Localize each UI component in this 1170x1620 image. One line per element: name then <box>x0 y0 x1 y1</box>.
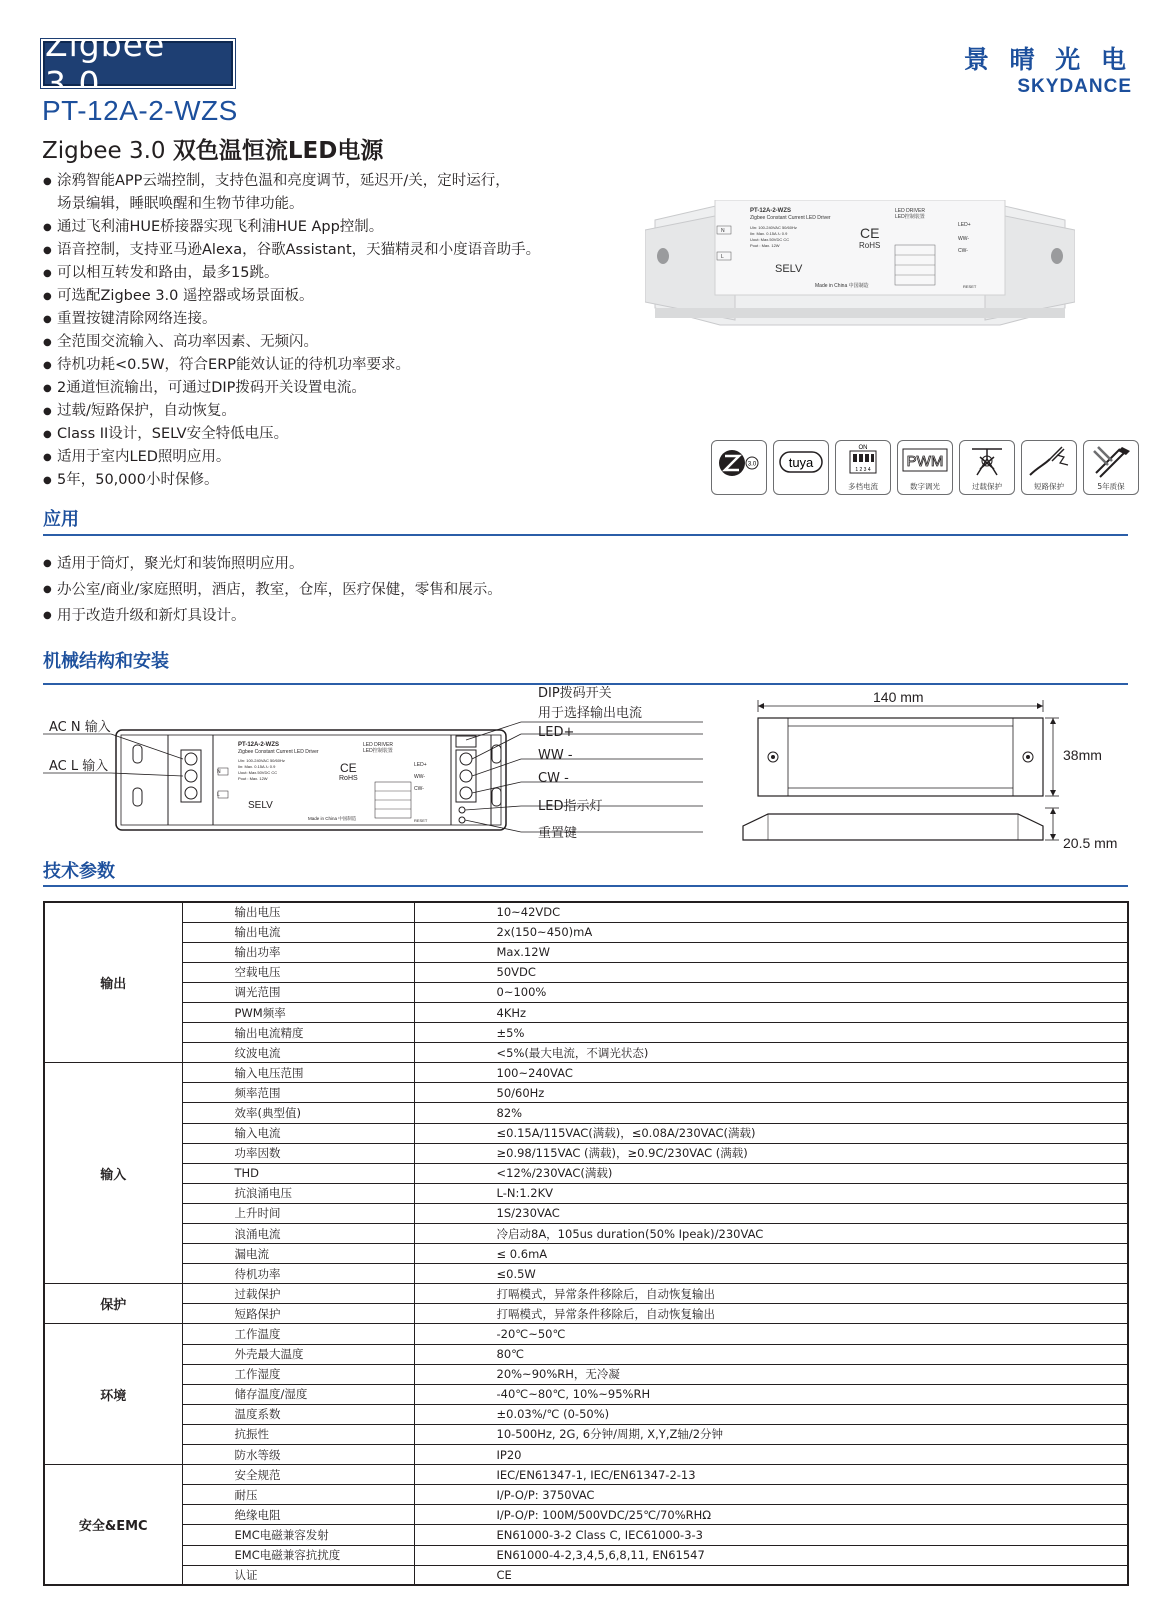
spec-item: 功率因数 <box>182 1143 414 1163</box>
drawing-pout: Pout : Max. 12W <box>238 776 268 781</box>
spec-value: -40℃~80℃, 10%~95%RH <box>414 1384 1128 1404</box>
drawing-model: PT-12A-2-WZS <box>238 742 280 748</box>
photo-selv-mark: SELV <box>775 263 803 275</box>
spec-row <box>44 942 1128 962</box>
spec-value: IEC/EN61347-1, IEC/EN61347-2-13 <box>414 1465 1128 1485</box>
photo-uout-text: Uout: Max.50VDC CC <box>750 237 790 242</box>
feature-item: ● 过载/短路保护，自动恢复。 <box>43 400 583 423</box>
photo-pout-text: Pout : Max. 12W <box>750 243 780 248</box>
drawing-selv: SELV <box>248 800 273 811</box>
feature-item: 场景编辑，睡眠唤醒和生物节律功能。 <box>57 196 304 212</box>
spec-item: PWM频率 <box>182 1002 414 1022</box>
spec-value: <12%/230VAC(满载) <box>414 1163 1128 1183</box>
cw-label: CW - <box>538 771 569 786</box>
spec-row <box>44 1445 1128 1465</box>
photo-rohs-mark: RoHS <box>859 241 881 250</box>
spec-item: 工作湿度 <box>182 1364 414 1384</box>
spec-row <box>44 1023 1128 1043</box>
spec-row <box>44 982 1128 1002</box>
spec-row <box>44 1304 1128 1324</box>
spec-value: L-N:1.2KV <box>414 1183 1128 1203</box>
spec-value: 50VDC <box>414 962 1128 982</box>
spec-value: I/P-O/P: 100M/500VDC/25℃/70%RHΩ <box>414 1505 1128 1525</box>
spec-value: -20℃~50℃ <box>414 1324 1128 1344</box>
spec-group: 环境 <box>44 1324 182 1465</box>
overload-protection-icon <box>959 440 1015 495</box>
tuya-text: tuya <box>788 455 814 470</box>
spec-group: 保护 <box>44 1284 182 1324</box>
feature-item: ● 全范围交流输入、高功率因素、无频闪。 <box>43 331 583 354</box>
spec-row <box>44 1063 1128 1083</box>
spec-item: 工作温度 <box>182 1324 414 1344</box>
spec-row <box>44 902 1128 922</box>
feature-item: ● 通过飞利浦HUE桥接器实现飞利浦HUE App控制。 <box>43 216 583 239</box>
drawing-made-in: Made in China 中国制造 <box>308 816 357 821</box>
spec-item: 抗浪涌电压 <box>182 1183 414 1203</box>
warranty-label: 5年质保 <box>1097 482 1125 491</box>
photo-reset: RESET <box>963 284 977 289</box>
spec-row <box>44 1163 1128 1183</box>
feature-item: ● 涂鸦智能APP云端控制，支持色温和亮度调节，延迟开/关，定时运行， <box>43 170 583 193</box>
brand-name-cn: 景 晴 光 电 <box>963 45 1132 74</box>
spec-table <box>43 901 1129 1586</box>
spec-row <box>44 1465 1128 1485</box>
spec-item: 频率范围 <box>182 1083 414 1103</box>
led-plus-label: LED+ <box>538 725 575 740</box>
spec-value: EN61000-4-2,3,4,5,6,8,11, EN61547 <box>414 1545 1128 1565</box>
photo-type-text: Zigbee Constant Current LED Driver <box>750 215 831 221</box>
spec-item: 待机功率 <box>182 1264 414 1284</box>
spec-value: 10-500Hz, 2G, 6分钟/周期, X,Y,Z轴/2分钟 <box>414 1424 1128 1444</box>
spec-item: EMC电磁兼容发射 <box>182 1525 414 1545</box>
spec-item: 耐压 <box>182 1485 414 1505</box>
feature-list <box>43 170 583 492</box>
ww-label: WW - <box>538 748 573 763</box>
dip-label-1: DIP拨码开关 <box>538 686 612 701</box>
spec-value: ±5% <box>414 1023 1128 1043</box>
spec-item: 防水等级 <box>182 1445 414 1465</box>
spec-group: 输出 <box>44 902 182 1063</box>
spec-value: 50/60Hz <box>414 1083 1128 1103</box>
spec-row <box>44 1183 1128 1203</box>
application-item: ● 办公室/商业/家庭照明，酒店，教室，仓库，医疗保健，零售和展示。 <box>43 577 502 603</box>
spec-row <box>44 1123 1128 1143</box>
spec-value: 冷启动8A，105us duration(50% Ipeak)/230VAC <box>414 1224 1128 1244</box>
length-dimension: 140 mm <box>873 689 924 705</box>
spec-row <box>44 1324 1128 1344</box>
spec-row <box>44 1002 1128 1022</box>
spec-row <box>44 1424 1128 1444</box>
spec-item: 输入电流 <box>182 1123 414 1143</box>
spec-value: ±0.03%/℃ (0-50%) <box>414 1404 1128 1424</box>
spec-item: 安全规范 <box>182 1465 414 1485</box>
spec-row <box>44 1224 1128 1244</box>
protocol-badge: Zigbee 3.0 <box>43 41 233 86</box>
drawing-n: N <box>217 769 221 775</box>
spec-row <box>44 1344 1128 1364</box>
drawing-iin: Iin: Max. 0.15A λ: 0.9 <box>238 764 276 769</box>
warranty-icon <box>1083 440 1139 495</box>
spec-item: 短路保护 <box>182 1304 414 1324</box>
overload-label: 过载保护 <box>972 482 1002 491</box>
spec-row <box>44 1364 1128 1384</box>
photo-n: N <box>721 228 725 234</box>
spec-value: Max.12W <box>414 942 1128 962</box>
spec-row <box>44 1284 1128 1304</box>
drawing-driver-en: LED DRIVER <box>363 742 394 748</box>
spec-item: 空载电压 <box>182 962 414 982</box>
spec-group: 输入 <box>44 1063 182 1284</box>
photo-driver-en: LED DRIVER <box>895 208 926 214</box>
photo-iin-text: Iin: Max. 0.15A λ: 0.9 <box>750 231 788 236</box>
spec-item: 浪涌电流 <box>182 1224 414 1244</box>
spec-row <box>44 1103 1128 1123</box>
spec-value: 80℃ <box>414 1344 1128 1364</box>
spec-row <box>44 1404 1128 1424</box>
drawing-cw: CW- <box>414 786 424 792</box>
spec-row <box>44 1545 1128 1565</box>
spec-value: 2x(150~450)mA <box>414 922 1128 942</box>
brand-name-en: SKYDANCE <box>1017 76 1132 97</box>
spec-value: 0~100% <box>414 982 1128 1002</box>
spec-item: 输入电压范围 <box>182 1063 414 1083</box>
spec-value: ≤0.15A/115VAC(满载)，≤0.08A/230VAC(满载) <box>414 1123 1128 1143</box>
width-dimension: 38mm <box>1063 747 1102 763</box>
spec-value: 4KHz <box>414 1002 1128 1022</box>
drawing-uout: Uout: Max.50VDC CC <box>238 770 278 775</box>
spec-row <box>44 1264 1128 1284</box>
ac-l-label: AC L 输入 <box>49 759 109 774</box>
application-list <box>43 551 502 629</box>
application-rule <box>43 534 1128 536</box>
spec-item: 纹波电流 <box>182 1043 414 1063</box>
spec-row <box>44 1565 1128 1585</box>
spec-item: EMC电磁兼容抗扰度 <box>182 1545 414 1565</box>
spec-row <box>44 1083 1128 1103</box>
product-photo <box>645 200 1075 338</box>
spec-value: CE <box>414 1565 1128 1585</box>
feature-item: ● 适用于室内LED照明应用。 <box>43 446 583 469</box>
photo-uin-text: Uin: 100-240VAC 50/60Hz <box>750 225 797 230</box>
feature-item: ● 语音控制，支持亚马逊Alexa，谷歌Assistant，天猫精灵和小度语音助手。 <box>43 239 583 262</box>
spec-item: 温度系数 <box>182 1404 414 1424</box>
product-subtitle <box>42 132 383 165</box>
spec-item: 抗振性 <box>182 1424 414 1444</box>
spec-value: EN61000-3-2 Class C, IEC61000-3-3 <box>414 1525 1128 1545</box>
feature-item: ● 可以相互转发和路由，最多15跳。 <box>43 262 583 285</box>
dip-label-2: 用于选择输出电流 <box>538 706 643 721</box>
spec-value: 打嗝模式，异常条件移除后，自动恢复输出 <box>414 1304 1128 1324</box>
svg-text:1 2 3 4: 1 2 3 4 <box>855 467 871 473</box>
spec-value: 82% <box>414 1103 1128 1123</box>
drawing-type: Zigbee Constant Current LED Driver <box>238 749 319 755</box>
indicator-label: LED指示灯 <box>538 799 603 814</box>
ac-n-label: AC N 输入 <box>49 720 111 735</box>
specs-rule <box>43 885 1128 887</box>
photo-l: L <box>721 254 724 260</box>
spec-item: 绝缘电阻 <box>182 1505 414 1525</box>
spec-value: 10~42VDC <box>414 902 1128 922</box>
spec-row <box>44 1384 1128 1404</box>
dip-label: 多档电流 <box>848 482 878 491</box>
photo-ce-mark: CE <box>860 225 880 241</box>
spec-item: 认证 <box>182 1565 414 1585</box>
brand-logo <box>964 40 1132 98</box>
spec-item: THD <box>182 1163 414 1183</box>
zigbee-version: 3.0 <box>747 461 757 468</box>
spec-row <box>44 1043 1128 1063</box>
spec-value: IP20 <box>414 1445 1128 1465</box>
drawing-driver-cn: LED控制装置 <box>363 748 393 754</box>
spec-value: 100~240VAC <box>414 1063 1128 1083</box>
photo-ww: WW- <box>958 236 970 242</box>
section-application: 应用 <box>43 509 79 530</box>
reset-label: 重置键 <box>538 826 578 841</box>
feature-item: ● 可选配Zigbee 3.0 遥控器或场景面板。 <box>43 285 583 308</box>
spec-value: 20%~90%RH，无冷凝 <box>414 1364 1128 1384</box>
height-dimension: 20.5 mm <box>1063 835 1118 851</box>
subtitle-prefix: Zigbee 3.0 <box>42 138 173 164</box>
feature-item: ● 5年，50,000小时保修。 <box>43 469 583 492</box>
feature-item: ● 重置按键清除网络连接。 <box>43 308 583 331</box>
application-item: ● 适用于筒灯，聚光灯和装饰照明应用。 <box>43 551 502 577</box>
photo-cw: CW- <box>958 248 968 254</box>
spec-value: <5%(最大电流，不调光状态) <box>414 1043 1128 1063</box>
spec-row <box>44 1485 1128 1505</box>
feature-icons <box>711 440 1139 495</box>
short-circuit-label: 短路保护 <box>1034 482 1064 491</box>
pwm-text: PWM <box>906 453 944 470</box>
spec-row <box>44 922 1128 942</box>
spec-row <box>44 1143 1128 1163</box>
spec-item: 输出电流精度 <box>182 1023 414 1043</box>
spec-value: ≤0.5W <box>414 1264 1128 1284</box>
short-circuit-icon <box>1021 440 1077 495</box>
spec-row <box>44 1203 1128 1223</box>
photo-driver-cn: LED控制装置 <box>895 214 925 220</box>
spec-value: ≥0.98/115VAC (满载)，≥0.9C/230VAC (满载) <box>414 1143 1128 1163</box>
spec-item: 上升时间 <box>182 1203 414 1223</box>
feature-item: ● 待机功耗<0.5W，符合ERP能效认证的待机功率要求。 <box>43 354 583 377</box>
drawing-ce: CE <box>340 761 357 775</box>
pwm-icon <box>897 440 953 495</box>
feature-item: ● Class II设计，SELV安全特低电压。 <box>43 423 583 446</box>
drawing-uin: Uin: 100-240VAC 50/60Hz <box>238 758 285 763</box>
drawing-rohs: RoHS <box>339 775 358 782</box>
pwm-label: 数字调光 <box>910 482 940 491</box>
photo-model-text: PT-12A-2-WZS <box>750 208 792 214</box>
drawing-l: L <box>217 792 220 798</box>
drawing-ww: WW- <box>414 774 426 780</box>
zigbee-icon <box>711 440 767 495</box>
spec-item: 效率(典型值) <box>182 1103 414 1123</box>
photo-made-in: Made in China 中国制造 <box>815 283 869 289</box>
feature-item: ● 2通道恒流输出，可通过DIP拨码开关设置电流。 <box>43 377 583 400</box>
model-number: PT-12A-2-WZS <box>42 95 238 126</box>
section-specs: 技术参数 <box>43 861 115 882</box>
spec-value: ≤ 0.6mA <box>414 1244 1128 1264</box>
mechanical-drawing <box>43 686 1133 865</box>
spec-row <box>44 1525 1128 1545</box>
spec-item: 过载保护 <box>182 1284 414 1304</box>
spec-item: 调光范围 <box>182 982 414 1002</box>
spec-group: 安全&EMC <box>44 1465 182 1586</box>
spec-value: 1S/230VAC <box>414 1203 1128 1223</box>
subtitle-main: 双色温恒流LED电源 <box>172 138 384 164</box>
spec-value: 打嗝模式，异常条件移除后，自动恢复输出 <box>414 1284 1128 1304</box>
spec-item: 储存温度/湿度 <box>182 1384 414 1404</box>
dip-switch-icon <box>835 440 891 495</box>
spec-row <box>44 1244 1128 1264</box>
spec-row <box>44 962 1128 982</box>
spec-item: 输出电压 <box>182 902 414 922</box>
spec-item: 输出电流 <box>182 922 414 942</box>
drawing-reset: RESET <box>414 818 428 823</box>
drawing-ledp: LED+ <box>414 762 427 768</box>
tuya-icon <box>773 440 829 495</box>
spec-value: I/P-O/P: 3750VAC <box>414 1485 1128 1505</box>
dip-on-text: ON <box>858 445 868 451</box>
application-item: ● 用于改造升级和新灯具设计。 <box>43 603 502 629</box>
spec-row <box>44 1505 1128 1525</box>
section-mechanical: 机械结构和安装 <box>43 651 169 672</box>
spec-item: 输出功率 <box>182 942 414 962</box>
spec-item: 外壳最大温度 <box>182 1344 414 1364</box>
photo-ledp: LED+ <box>958 222 971 228</box>
spec-item: 漏电流 <box>182 1244 414 1264</box>
